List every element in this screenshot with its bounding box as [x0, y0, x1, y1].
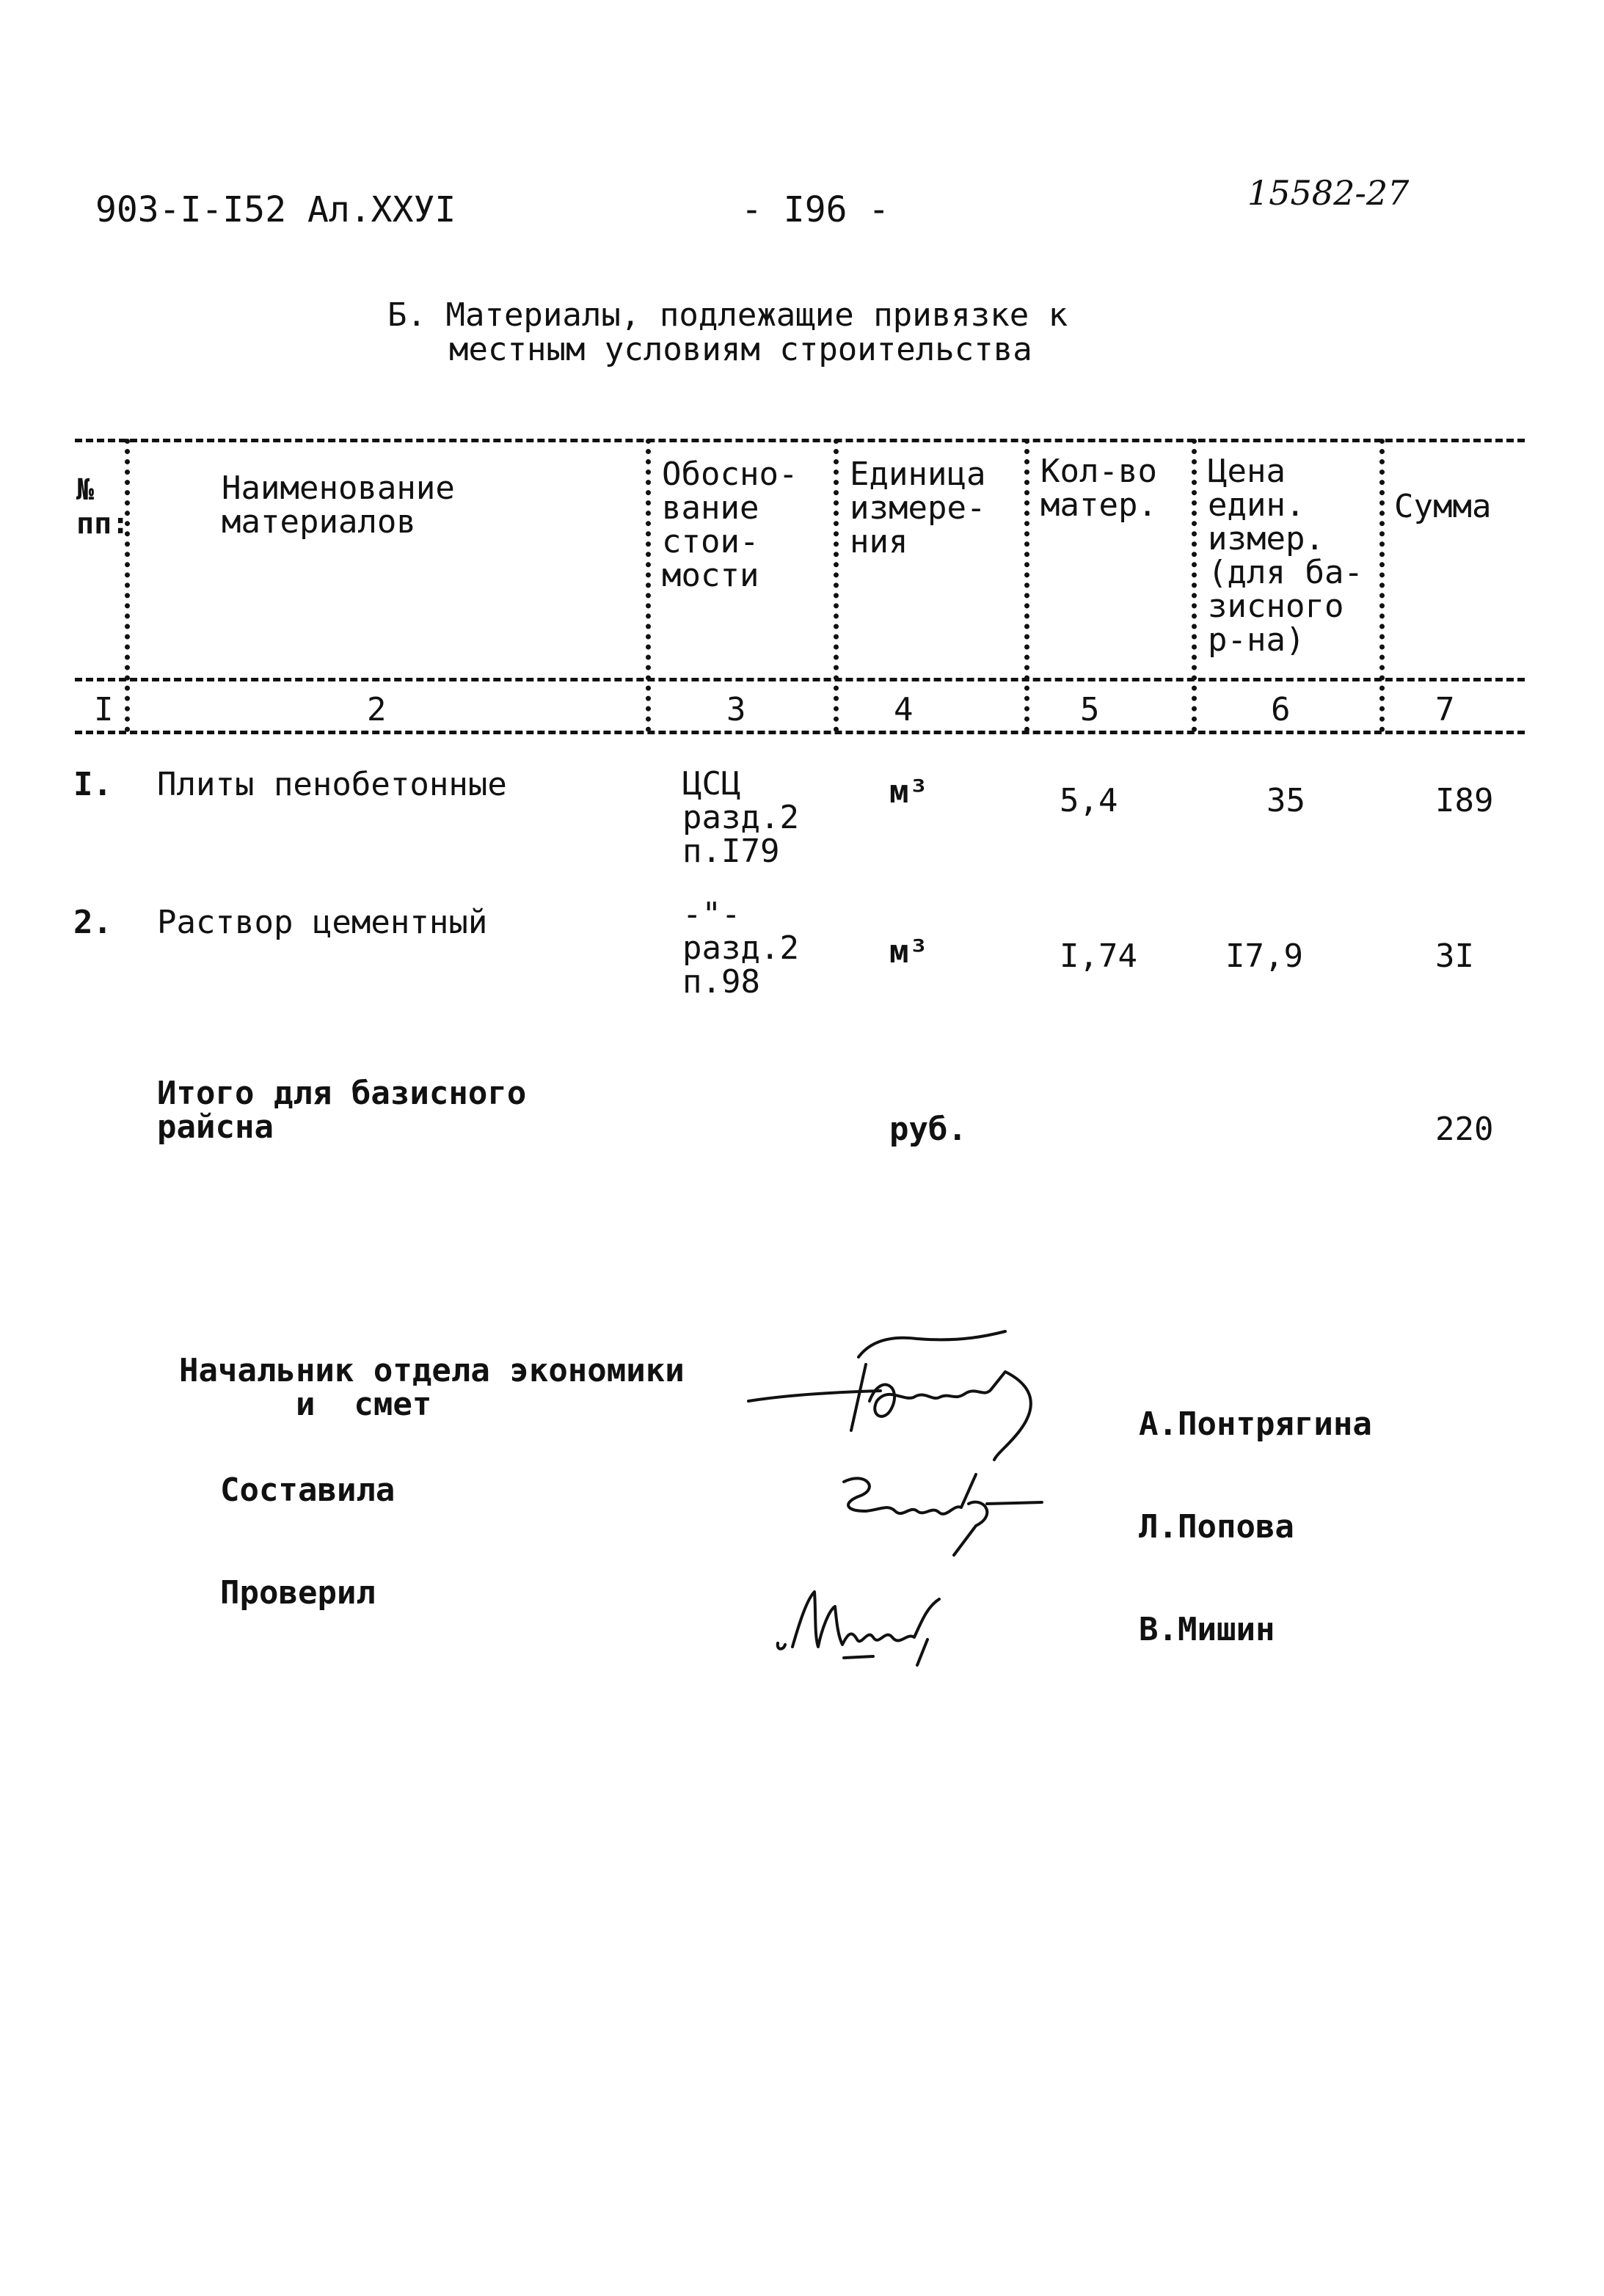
- row-number: I.: [73, 766, 112, 803]
- quantity: I,74: [1060, 937, 1137, 975]
- signatory-name: В.Мишин: [1139, 1611, 1275, 1648]
- unit-price: I7,9: [1225, 937, 1303, 975]
- column-header-name: Наименование материалов: [222, 469, 455, 541]
- column-header-basis: Обосно- вание стои- мости: [662, 456, 798, 594]
- line-sum: I89: [1435, 782, 1494, 819]
- signature-pontryagina: [741, 1328, 1064, 1467]
- column-separator: [1192, 439, 1197, 732]
- section-title-line-2: местным условиям строительства: [449, 331, 1032, 368]
- column-number: I: [94, 691, 114, 728]
- column-separator: [646, 439, 651, 732]
- column-header-quantity: Кол-во матер.: [1040, 453, 1157, 524]
- column-number: 4: [894, 691, 914, 728]
- archive-number: 15582-27: [1247, 173, 1410, 213]
- material-name: Раствор цементный: [157, 904, 488, 941]
- cost-basis: ЦСЦ разд.2 п.I79: [682, 765, 799, 870]
- column-number-rule: [75, 731, 1525, 734]
- section-title-line-1: Б. Материалы, подлежащие привязке к: [387, 296, 1068, 334]
- document-code: 903-I-I52 Ал.XXУI: [95, 189, 456, 230]
- line-sum: 3I: [1435, 937, 1474, 975]
- row-number: 2.: [73, 904, 112, 941]
- signatory-role: Составила: [220, 1471, 395, 1509]
- cost-basis: -"- разд.2 п.98: [682, 896, 799, 1001]
- header-bottom-rule: [75, 678, 1525, 681]
- column-header-unit: Единица измере- ния: [850, 456, 986, 560]
- total-label: Итого для базисного райсна: [157, 1075, 527, 1146]
- total-sum: 220: [1435, 1111, 1494, 1148]
- column-separator: [1379, 439, 1385, 732]
- page-number: - I96 -: [741, 189, 890, 230]
- unit-price: 35: [1266, 782, 1305, 819]
- column-number: 3: [726, 691, 746, 728]
- unit-of-measure: м³: [889, 933, 928, 970]
- signatory-name: Л.Попова: [1139, 1508, 1294, 1546]
- signatory-role: Начальник отдела экономики и смет: [179, 1352, 685, 1423]
- signatory-role: Проверил: [220, 1574, 376, 1612]
- column-header-number: № пп:: [76, 473, 130, 541]
- column-header-sum: Сумма: [1394, 488, 1492, 525]
- signatory-name: А.Понтрягина: [1139, 1405, 1372, 1443]
- column-header-price: Цена един. измер. (для ба- зисного р-на): [1208, 453, 1363, 659]
- column-number: 7: [1435, 691, 1455, 728]
- column-separator: [834, 439, 839, 732]
- unit-of-measure: м³: [889, 773, 928, 811]
- signature-popova: [829, 1460, 1064, 1562]
- material-name: Плиты пенобетонные: [157, 766, 507, 803]
- quantity: 5,4: [1060, 782, 1118, 819]
- signature-mishin: [770, 1577, 969, 1672]
- column-number: 6: [1271, 691, 1291, 728]
- column-separator: [1024, 439, 1029, 732]
- column-number: 2: [367, 691, 387, 728]
- total-unit: руб.: [889, 1111, 967, 1148]
- column-number: 5: [1080, 691, 1100, 728]
- table-top-rule: [75, 439, 1525, 442]
